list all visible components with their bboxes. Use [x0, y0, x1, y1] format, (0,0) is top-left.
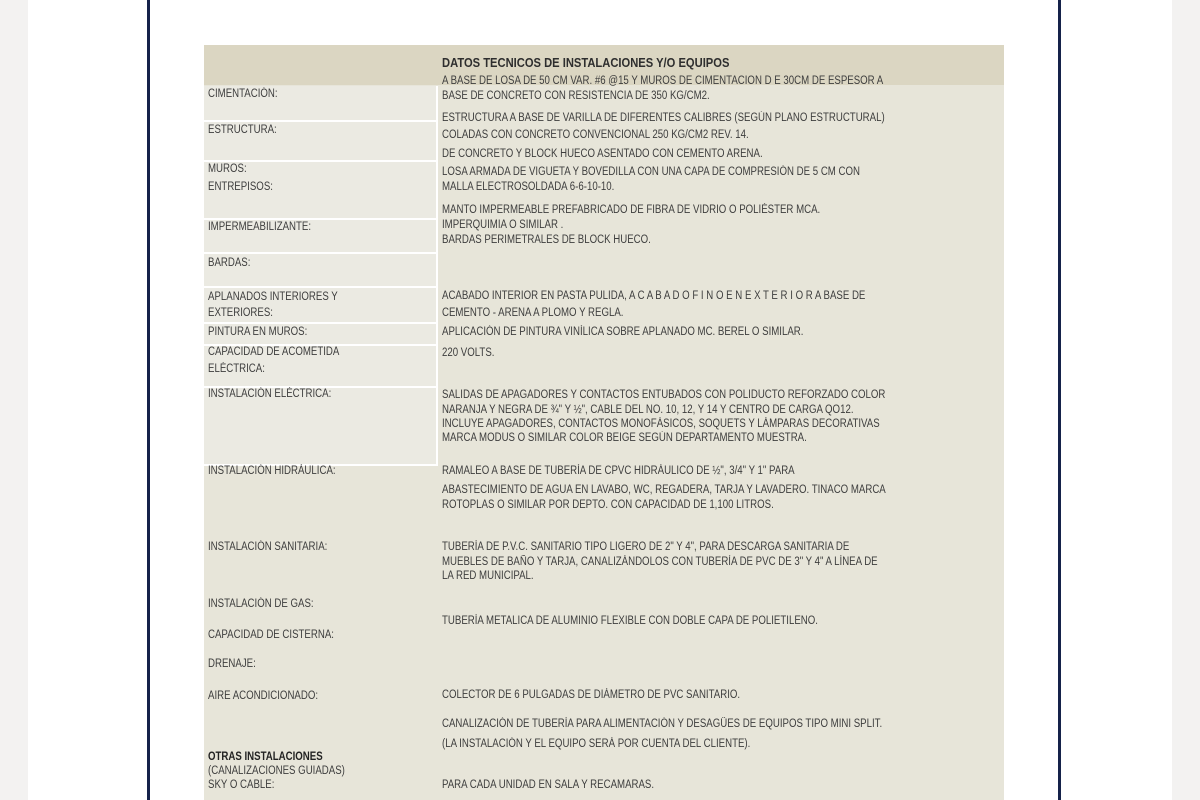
label-pintura: PINTURA EN MUROS: — [208, 326, 308, 338]
value-line: LA RED MUNICIPAL. — [442, 570, 534, 582]
value-line: PARA CADA UNIDAD EN SALA Y RECAMARAS. — [442, 779, 655, 791]
label-drenaje: DRENAJE: — [208, 658, 256, 670]
label-otras: OTRAS INSTALACIONES — [208, 751, 323, 763]
label-inst-electrica: INSTALACIÓN ELÉCTRICA: — [208, 388, 332, 400]
label-entrepisos: ENTREPISOS: — [208, 181, 273, 193]
value-line: TUBERÍA METALICA DE ALUMINIO FLEXIBLE CON DOBLE CAPA DE POLIETILENO. — [442, 615, 818, 627]
label-aplanados: APLANADOS INTERIORES Y — [208, 291, 338, 303]
value-line: IMPERQUIMIA O SIMILAR . — [442, 219, 564, 231]
value-line: RAMALEO A BASE DE TUBERÍA DE CPVC HIDRÁULICO DE ½", 3/4" Y 1" PARA — [442, 465, 795, 477]
value-line: MANTO IMPERMEABLE PREFABRICADO DE FIBRA DE VIDRIO O POLIÉSTER MCA. — [442, 204, 821, 216]
label-canalizaciones: (CANALIZACIONES GUIADAS) — [208, 765, 345, 777]
value-line: DE CONCRETO Y BLOCK HUECO ASENTADO CON CEMENTO ARENA. — [442, 148, 763, 160]
label-aire: AIRE ACONDICIONADO: — [208, 690, 319, 702]
value-line: MUEBLES DE BAÑO Y TARJA, CANALIZÁNDOLOS CON TUBERÍA DE PVC DE 3" Y 4" A LÍNEA DE — [442, 556, 878, 568]
value-line: APLICACIÓN DE PINTURA VINÍLICA SOBRE APLANADO MC. BEREL O SIMILAR. — [442, 326, 804, 338]
label-sky: SKY O CABLE: — [208, 779, 275, 791]
value-line: NARANJA Y NEGRA DE ¾" Y ½", CABLE DEL NO. 10, 12, Y 14 Y CENTRO DE CARGA QO12. — [442, 404, 854, 416]
label-estructura: ESTRUCTURA: — [208, 124, 277, 136]
value-line: TUBERÍA DE P.V.C. SANITARIO TIPO LIGERO DE 2" Y 4", PARA DESCARGA SANITARIA DE — [442, 541, 850, 553]
value-line: LOSA ARMADA DE VIGUETA Y BOVEDILLA CON UNA CAPA DE COMPRESIÓN DE 5 CM CON — [442, 166, 861, 178]
label-impermeabilizante: IMPERMEABILIZANTE: — [208, 221, 312, 233]
label-muros: MUROS: — [208, 163, 247, 175]
label-bardas: BARDAS: — [208, 257, 251, 269]
label-aplanados-2: EXTERIORES: — [208, 307, 273, 319]
value-line: MARCA MODUS O SIMILAR COLOR BEIGE SEGÚN DEPARTAMENTO MUESTRA. — [442, 432, 807, 444]
value-line: 220 VOLTS. — [442, 347, 495, 359]
value-line: CEMENTO - ARENA A PLOMO Y REGLA. — [442, 307, 624, 319]
value-line: ESTRUCTURA A BASE DE VARILLA DE DIFERENTES CALIBRES (SEGÚN PLANO ESTRUCTURAL) — [442, 112, 885, 124]
value-line: MALLA ELECTROSOLDADA 6-6-10-10. — [442, 181, 615, 193]
label-cimentacion: CIMENTACIÓN: — [208, 88, 278, 100]
label-inst-hidraulica: INSTALACIÓN HIDRÁULICA: — [208, 465, 336, 477]
page-border-left — [147, 0, 150, 800]
value-line: ABASTECIMIENTO DE AGUA EN LAVABO, WC, REGADERA, TARJA Y LAVADERO. TINACO MARCA — [442, 484, 886, 496]
value-line: (LA INSTALACIÓN Y EL EQUIPO SERÁ POR CUENTA DEL CLIENTE). — [442, 738, 751, 750]
value-line: COLECTOR DE 6 PULGADAS DE DIÁMETRO DE PVC SANITARIO. — [442, 689, 741, 701]
value-line: ACABADO INTERIOR EN PASTA PULIDA, A C A B A D O F I N O E N E X T E R I O R A BASE DE — [442, 290, 866, 302]
value-line: SALIDAS DE APAGADORES Y CONTACTOS ENTUBADOS CON POLIDUCTO REFORZADO COLOR — [442, 389, 886, 401]
value-line: BASE DE CONCRETO CON RESISTENCIA DE 350 KG/CM2. — [442, 90, 710, 102]
table-title: DATOS TECNICOS DE INSTALACIONES Y/O EQUIPOS — [442, 55, 730, 70]
label-acometida-2: ELÉCTRICA: — [208, 363, 265, 375]
page-border-right — [1058, 0, 1061, 800]
value-line: COLADAS CON CONCRETO CONVENCIONAL 250 KG/CM2 REV. 14. — [442, 129, 749, 141]
value-line: A BASE DE LOSA DE 50 CM VAR. #6 @15 Y MUROS DE CIMENTACION D E 30CM DE ESPESOR A — [442, 75, 884, 87]
value-line: CANALIZACIÓN DE TUBERÍA PARA ALIMENTACIÓN Y DESAGÜES DE EQUIPOS TIPO MINI SPLIT. — [442, 718, 883, 730]
value-line: ROTOPLAS O SIMILAR POR DEPTO. CON CAPACIDAD DE 1,100 LITROS. — [442, 499, 774, 511]
label-inst-sanitaria: INSTALACIÓN SANITARIA: — [208, 541, 328, 553]
value-line: BARDAS PERIMETRALES DE BLOCK HUECO. — [442, 234, 651, 246]
label-cisterna: CAPACIDAD DE CISTERNA: — [208, 629, 334, 641]
label-inst-gas: INSTALACIÓN DE GAS: — [208, 598, 314, 610]
value-line: INCLUYE APAGADORES, CONTACTOS MONOFÁSICOS, SOQUETS Y LÁMPARAS DECORATIVAS — [442, 418, 880, 430]
label-acometida: CAPACIDAD DE ACOMETIDA — [208, 346, 340, 358]
